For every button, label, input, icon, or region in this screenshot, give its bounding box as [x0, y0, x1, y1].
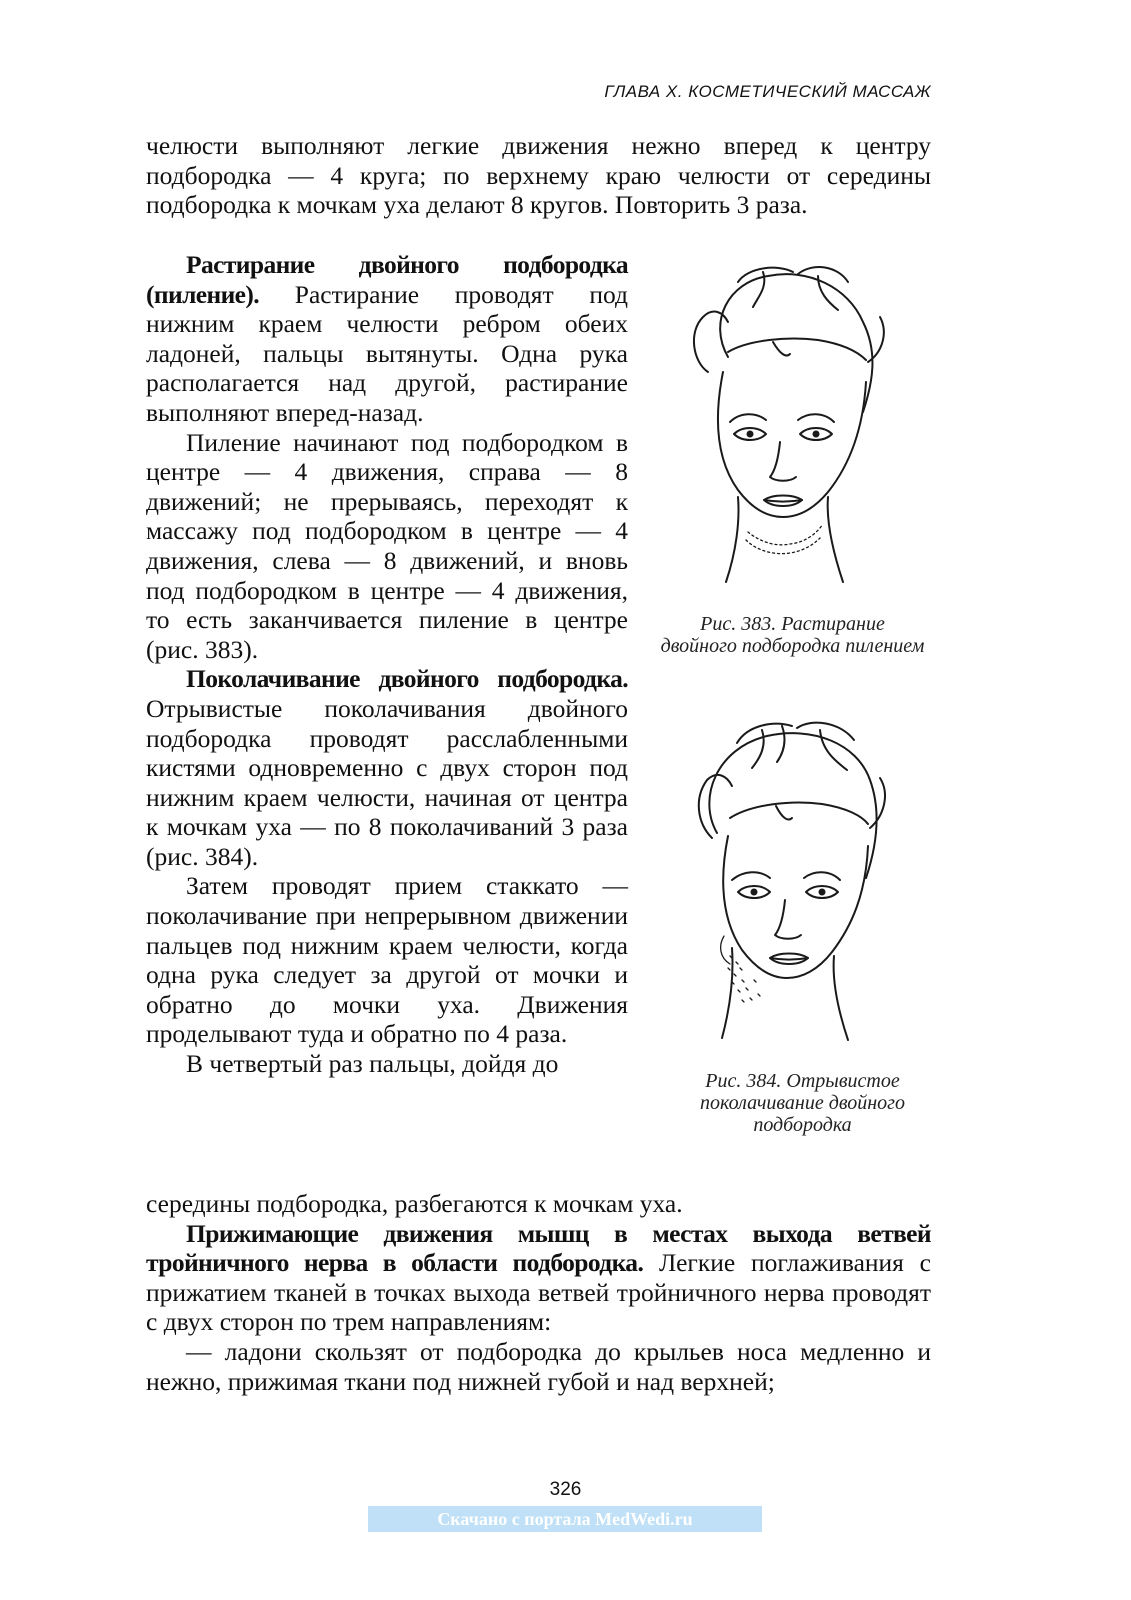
face-illustration-icon — [668, 262, 898, 597]
section-text-rubbing: Растирание проводят под нижним краем челюсти ребром обеих ладоней, пальцы вытянуты. Одна рука располагается над другой, растирание выполняют вперед-назад. — [146, 279, 628, 427]
section-text-tapping: Отрывистые поколачивания двойного подбородка проводят расслабленными кистями одновременно с двух сторон под нижним краем челюсти, начиная от центра к мочкам уха — по 8 поколачиваний 3 раза (рис. 384). — [146, 693, 628, 871]
section-text-fourth-time: В четвертый раз пальцы, дойдя до — [186, 1049, 559, 1079]
face-illustration-icon — [672, 718, 902, 1053]
running-header: ГЛАВА X. КОСМЕТИЧЕСКИЙ МАССАЖ — [604, 82, 931, 101]
intro-paragraph — [146, 131, 931, 220]
section-title-pressing: Прижимающие движения мышц в местах выхода ветвей тройничного нерва в области подбородка. — [146, 1218, 931, 1278]
list-item: — ладони скользят от подбородка до крыльев носа медленно и нежно, прижимая ткани под нижней губой и над верхней; — [146, 1336, 931, 1396]
section-title-tapping: Поколачивание двойного подбородка. — [186, 664, 628, 694]
page-number: 326 — [549, 1479, 582, 1500]
figure-383 — [668, 262, 898, 597]
section-text-staccato: Затем проводят прием стаккато — поколачивание при непрерывном движении пальцев под нижним краем челюсти, когда одна рука следует за другой от мочки и обратно до мочки уха. Движения проделывают туда и обратно по 4 раза. — [146, 871, 628, 1049]
watermark-banner: Скачано с портала MedWedi.ru — [368, 1506, 762, 1532]
paragraph-tapping — [146, 664, 628, 871]
bottom-text — [146, 1189, 931, 1396]
section-text-pressing: Легкие поглаживания с прижатием тканей в точках выхода ветвей тройничного нерва проводят с двух сторон по трем направлениям: — [146, 1248, 931, 1337]
section-text-sawing: Пиление начинают под подбородком в центре — 4 движения, справа — 8 движений; не прерываясь, переходят к массажу под подбородком в центре — 4 движения, слева — 8 движений, и вновь под подбородком в центре — 4 движения, то есть заканчивается пиление в центре (рис. 383). — [146, 427, 628, 664]
paragraph-staccato — [146, 871, 628, 1049]
figure-384-caption: Рис. 384. Отрывистое поколачивание двойного подбородка — [700, 1070, 905, 1136]
continuation-text: середины подбородка, разбегаются к мочкам уха. — [146, 1189, 683, 1218]
paragraph-rubbing — [146, 250, 628, 428]
left-column-text — [146, 250, 628, 1079]
figure-383-caption: Рис. 383. Растирание двойного подбородка пилением — [660, 613, 925, 657]
paragraph-pressing — [146, 1219, 931, 1337]
paragraph-fourth-time — [146, 1049, 628, 1079]
figure-384 — [672, 718, 902, 1053]
section-title-rubbing: Растирание двойного подбородка (пиление). — [146, 250, 628, 309]
intro-text: челюсти выполняют легкие движения нежно вперед к центру подбородка — 4 круга; по верхнему краю челюсти от середины подбородка к мочкам уха делают 8 кругов. Повторить 3 раза. — [146, 131, 931, 220]
paragraph-sawing — [146, 428, 628, 665]
